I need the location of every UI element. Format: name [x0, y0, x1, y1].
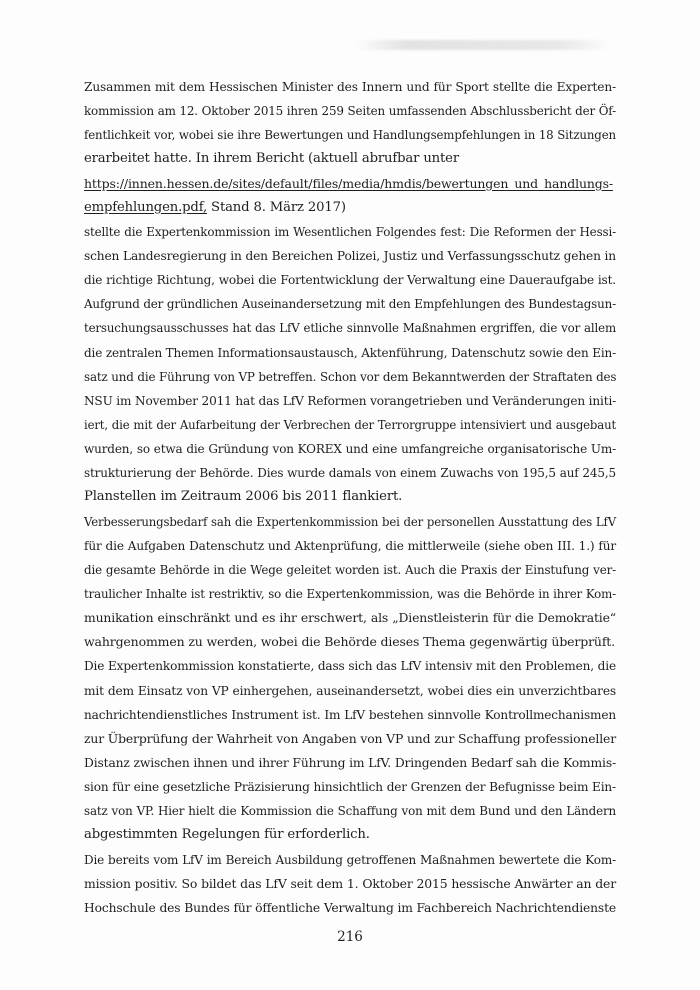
line-text: für die Aufgaben Datenschutz und Aktenprüfung, die mittlerweile (siehe oben III. 1.) für: [84, 538, 616, 553]
line-text: satz von VP. Hier hielt die Kommission die Schaffung von mit dem Bund und den Ländern: [84, 804, 616, 819]
line-text: Planstellen im Zeitraum 2006 bis 2011 flankiert.: [84, 489, 403, 505]
text-line: [84, 582, 616, 606]
text-line: [84, 654, 616, 678]
text-line: [84, 896, 616, 920]
line-text: mission positiv. So bildet das LfV seit dem 1. Oktober 2015 hessische Anwärter an der: [84, 875, 616, 891]
line-text: munikation einschränkt und es ihr erschwert, als „Dienstleisterin für die Demokratie“: [84, 610, 616, 626]
text-line: [84, 703, 616, 727]
line-text: wahrgenommen zu werden, wobei die Behörde dieses Thema gegenwärtig überprüft.: [84, 634, 615, 650]
text-line: [84, 485, 616, 509]
text-line: [84, 172, 616, 196]
line-text: die gesamte Behörde in die Wege geleitet worden ist. Auch die Praxis der Einstufung ver-: [84, 562, 616, 577]
faded-running-header: [355, 40, 610, 50]
line-text: Hochschule des Bundes für öffentliche Verwaltung im Fachbereich Nachrichtendienste: [84, 900, 616, 915]
text-line: [84, 823, 616, 847]
text-line: [84, 365, 616, 389]
line-text: fentlichkeit vor, wobei sie ihre Bewertungen und Handlungsempfehlungen in 18 Sitzungen: [84, 128, 616, 143]
line-text: Die bereits vom LfV im Bereich Ausbildung getroffenen Maßnahmen bewertete die Kom-: [84, 852, 616, 867]
text-line: [84, 848, 616, 872]
text-line: [84, 123, 616, 147]
line-text: die zentralen Themen Informationsaustausch, Aktenführung, Datenschutz sowie den Ein-: [84, 345, 617, 360]
line-text: strukturierung der Behörde. Dies wurde damals von einem Zuwachs von 195,5 auf 245,5: [84, 466, 616, 481]
text-line: [84, 606, 616, 630]
text-line: [84, 341, 616, 365]
line-text: wurden, so etwa die Gründung von KOREX und eine umfangreiche organisatorische Um-: [84, 442, 616, 457]
text-line: [84, 799, 616, 823]
line-text: mit dem Einsatz von VP einhergehen, auseinandersetzt, wobei dies ein unverzichtbares: [84, 683, 616, 698]
text-line: [84, 437, 616, 461]
line-text: kommission am 12. Oktober 2015 ihren 259 Seiten umfassenden Abschlussbericht der Öf-: [84, 104, 616, 119]
body-text: [84, 75, 616, 920]
text-line: [84, 99, 616, 123]
text-line: [84, 679, 616, 703]
text-line: [84, 196, 616, 220]
report-url-link[interactable]: https://innen.hessen.de/sites/default/files/media/hmdis/bewertungen_und_handlungs-: [84, 175, 613, 191]
text-line: [84, 558, 616, 582]
text-line: [84, 316, 616, 340]
text-line: [84, 147, 616, 171]
line-text: sion für eine gesetzliche Präzisierung hinsichtlich der Grenzen der Befugnisse beim Ein-: [84, 780, 616, 795]
text-line: [84, 510, 616, 534]
line-text: iert, die mit der Aufarbeitung der Verbrechen der Terrorgruppe intensiviert und ausgebaut: [84, 417, 616, 432]
line-text: erarbeitet hatte. In ihrem Bericht (aktuell abrufbar unter: [84, 151, 459, 167]
text-line: [84, 413, 616, 437]
line-text: traulicher Inhalte ist restriktiv, so die Expertenkommission, was die Behörde in ihrer Kom-: [84, 586, 616, 601]
line-text: schen Landesregierung in den Bereichen Polizei, Justiz und Verfassungsschutz gehen in: [84, 248, 616, 263]
line-text: nachrichtendienstliches Instrument ist. Im LfV bestehen sinnvolle Kontrollmechanismen: [84, 707, 616, 722]
text-line: [84, 534, 616, 558]
line-text: satz und die Führung von VP betreffen. Schon vor dem Bekanntwerden der Straftaten des: [84, 369, 617, 384]
text-line: [84, 775, 616, 799]
line-text: die richtige Richtung, wobei die Fortentwicklung der Verwaltung eine Daueraufgabe ist.: [84, 273, 616, 288]
line-text: Die Expertenkommission konstatierte, dass sich das LfV intensiv mit den Problemen, die: [84, 659, 616, 674]
page-number: 216: [337, 929, 363, 945]
line-text: NSU im November 2011 hat das LfV Reformen vorangetrieben und Veränderungen initi-: [84, 393, 617, 408]
line-text: zur Überprüfung der Wahrheit von Angaben von VP und zur Schaffung professioneller: [84, 730, 616, 746]
line-text: Distanz zwischen ihnen und ihrer Führung im LfV. Dringenden Bedarf sah die Kommis-: [84, 755, 616, 770]
text-line: [84, 268, 616, 292]
line-text: Zusammen mit dem Hessischen Minister des Innern und für Sport stellte die Experten-: [84, 80, 616, 94]
text-line: [84, 220, 616, 244]
text-line: [84, 751, 616, 775]
text-line: [84, 872, 616, 896]
text-line: [84, 630, 616, 654]
text-line: [84, 461, 616, 485]
line-text: abgestimmten Regelungen für erforderlich.: [84, 827, 370, 843]
text-line: [84, 389, 616, 413]
line-text: Aufgrund der gründlichen Auseinandersetzung mit den Empfehlungen des Bundestagsun-: [84, 297, 616, 312]
line-text: tersuchungsausschusses hat das LfV etliche sinnvolle Maßnahmen ergriffen, die vor allem: [84, 321, 616, 336]
line-text: Verbesserungsbedarf sah die Expertenkommission bei der personellen Ausstattung des LfV: [84, 514, 616, 529]
text-line: [84, 292, 616, 316]
report-url-link[interactable]: empfehlungen.pdf,: [84, 199, 208, 215]
text-line: [84, 727, 616, 751]
text-line: [84, 244, 616, 268]
line-text: Stand 8. März 2017): [207, 199, 346, 215]
line-text: stellte die Expertenkommission im Wesentlichen Folgendes fest: Die Reformen der Hessi-: [84, 224, 616, 239]
text-line: [84, 75, 616, 99]
